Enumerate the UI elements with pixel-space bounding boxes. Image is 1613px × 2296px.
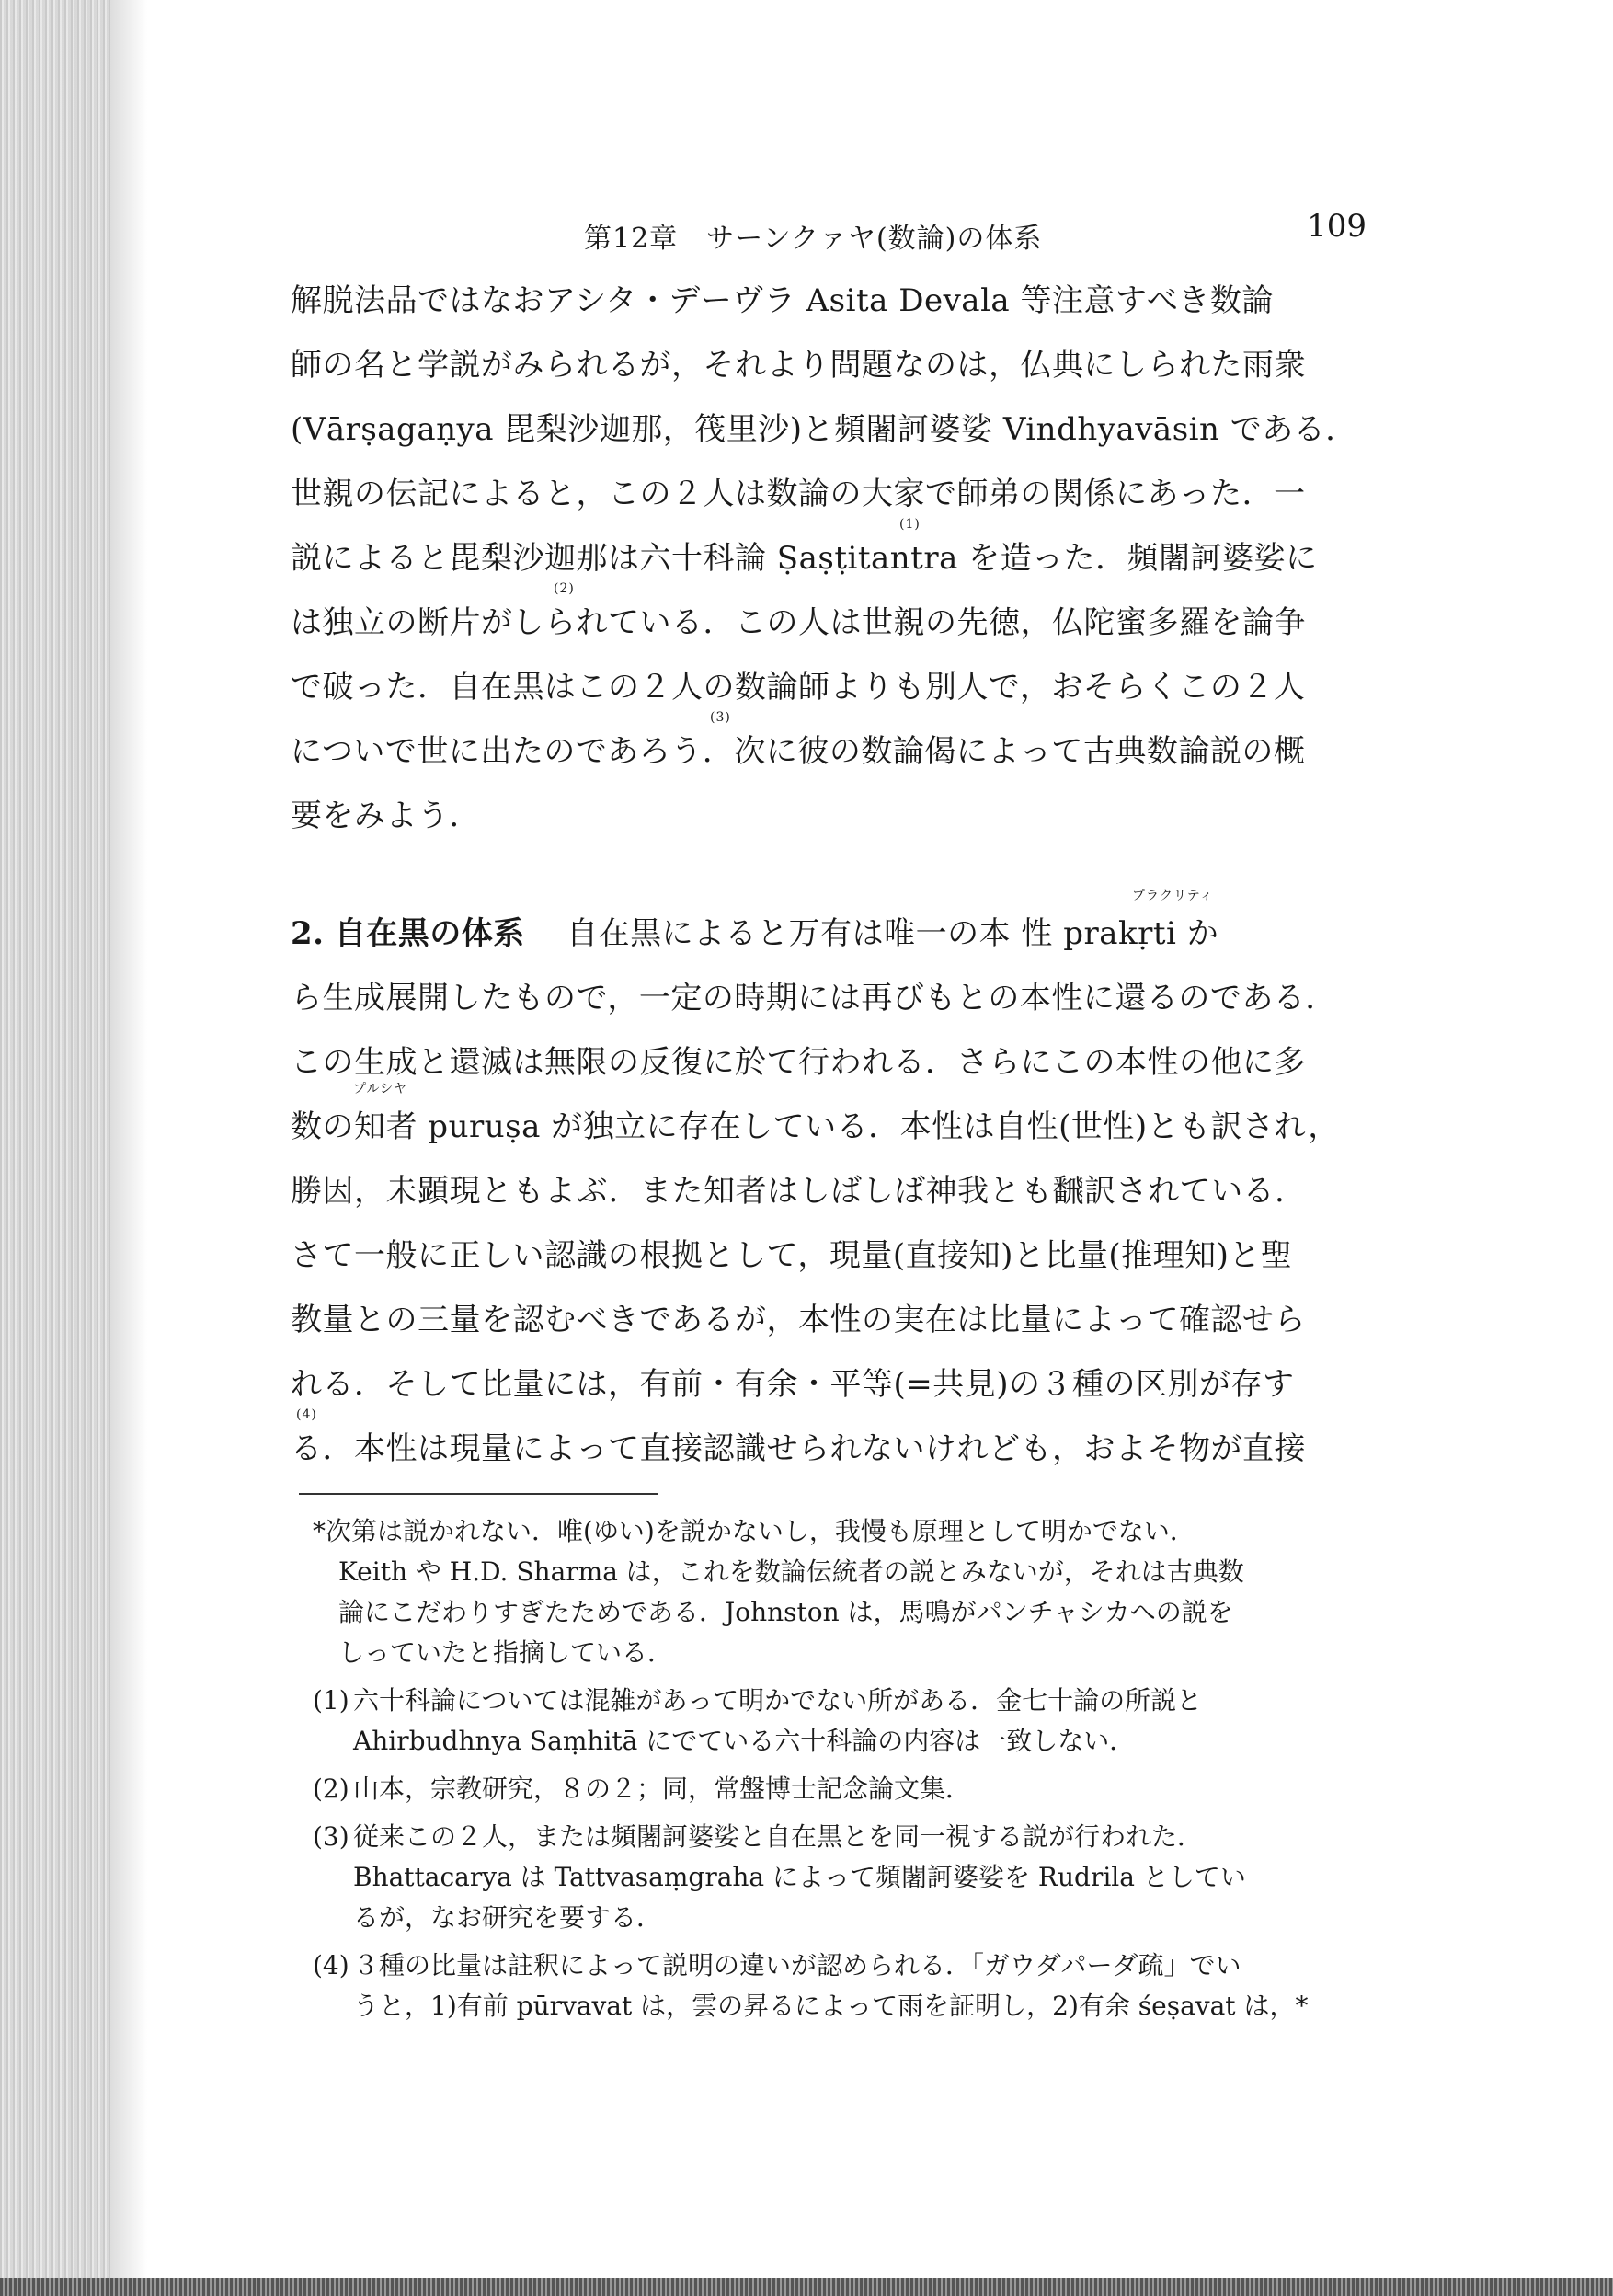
text-line [291, 710, 1390, 784]
text-line: 解脱法品ではなおアシタ・デーヴラ Asita Devala 等注意すべき数論 [291, 282, 1274, 319]
text-line: れる．そして比量には，有前・有余・平等(=共見)の３種の区別が存す [291, 1366, 1295, 1403]
text-line-content: る．本性は現量によって直接認識せられないけれども，およそ物が直接 [291, 1430, 1306, 1467]
text-line: さて一般に正しい認識の根拠として，現量(直接知)と比量(推理知)と聖 [291, 1237, 1293, 1274]
footnote-1 [313, 1681, 1389, 1762]
footnote-mark-4: (4) [296, 1407, 317, 1422]
footnote-line: 論にこだわりすぎたためである．Johnston は，馬鳴がパンチャシカへの説を [338, 1597, 1233, 1627]
text-line [291, 581, 1390, 655]
footnote-number: (3) [313, 1821, 349, 1852]
footnote-line [313, 1769, 1389, 1809]
section-heading-line [291, 889, 1390, 966]
footnote-mark-2: (2) [554, 581, 575, 596]
section-first-line: 自在黒によると万有は唯一の本 性 prakṛti か [566, 915, 1219, 952]
footnote-line: Ahirbudhnya Saṃhitā にでている六十科論の内容は一致しない． [353, 1726, 1136, 1756]
scan-shadow-gradient [110, 0, 147, 2296]
text-line: ら生成展開したもので，一定の時期には再びもとの本性に還るのである． [291, 980, 1337, 1016]
footnote-2 [313, 1769, 1389, 1809]
footnote-star [313, 1511, 1389, 1673]
text-line: 教量との三量を認むべきであるが，本性の実在は比量によって確認せら [291, 1302, 1306, 1338]
footnote-text: ３種の比量は註釈によって説明の違いが認められる．「ガウダパーダ疏」でい [353, 1950, 1241, 1980]
page-number: 109 [1307, 208, 1367, 245]
footnote-line: Bhattacarya は Tattvasaṃgraha によって頻闍訶婆娑を Rudrila としてい [353, 1862, 1246, 1892]
section-2 [291, 889, 1390, 1481]
text-line-content: についで世に出たのであろう．次に彼の数論偈によって古典数論説の概 [291, 733, 1306, 770]
footnote-4 [313, 1946, 1389, 2026]
footnote-line: るが，なお研究を要する． [353, 1902, 663, 1933]
text-line: 要をみよう． [291, 798, 481, 834]
footnote-text: 従来この２人，または頻闍訶婆娑と自在黒とを同一視する説が行われた． [353, 1821, 1204, 1852]
footnote-line [313, 1681, 1389, 1721]
footnote-mark-1: (1) [899, 517, 921, 532]
text-line: (Vārṣagaṇya 毘梨沙迦那，筏里沙)と頻闍訶婆娑 Vindhyavāsin である． [291, 411, 1357, 448]
text-line-content: 説によると毘梨沙迦那は六十科論 Ṣaṣṭitantra を造った．頻闍訶婆娑に [291, 540, 1318, 577]
paragraph-1 [291, 269, 1390, 848]
scan-shadow-left [0, 0, 110, 2296]
footnote-line: *次第は説かれない．唯(ゆい)を説かないし，我慢も原理として明かでない． [313, 1516, 1195, 1546]
footnote-mark-3: (3) [710, 710, 731, 725]
footnote-rule [299, 1493, 658, 1495]
text-line-content: 数の知者 puruṣa が独立に存在している．本性は自性(世性)とも訳され， [291, 1108, 1340, 1145]
section-title: 自在黒の体系 [334, 915, 525, 952]
footnote-text: 山本，宗教研究，８の２；同，常盤博士記念論文集． [353, 1774, 972, 1804]
text-line [291, 1407, 1390, 1481]
chapter-title: 第12章 サーンクァヤ(数論)の体系 [584, 223, 1043, 255]
footnote-line: しっていたと指摘している． [338, 1637, 674, 1668]
ruby-purusha: プルシヤ [353, 1082, 408, 1096]
text-line: 世親の伝記によると，この２人は数論の大家で師弟の関係にあった．一 [291, 476, 1306, 512]
footnote-text: 六十科論については混雑があって明かでない所がある．金七十論の所説と [353, 1685, 1203, 1716]
text-line: この生成と還滅は無限の反復に於て行われる．さらにこの本性の他に多 [291, 1044, 1306, 1081]
footnote-line: うと，1)有前 pūrvavat は，雲の昇るによって雨を証明し，2)有余 śeṣavat は，* [353, 1991, 1309, 2021]
footnotes [313, 1511, 1389, 2026]
ruby-prakriti: プラクリティ [1132, 889, 1214, 903]
footnote-line [313, 1817, 1389, 1857]
footnote-number: (2) [313, 1774, 349, 1804]
text-line: 勝因，未顕現ともよぶ．また知者はしばしば神我とも飜訳されている． [291, 1173, 1307, 1210]
footnote-line [313, 1946, 1389, 1986]
footnote-line: Keith や H.D. Sharma は，これを数論伝統者の説とみないが，それは古典数 [338, 1556, 1244, 1587]
text-line: 師の名と学説がみられるが，それより問題なのは，仏典にしられた雨衆 [291, 347, 1306, 384]
text-line: で破った．自在黒はこの２人の数論師よりも別人で，おそらくこの２人 [291, 669, 1306, 706]
footnote-3 [313, 1817, 1389, 1938]
footnote-number: (4) [313, 1950, 349, 1980]
scan-edge-bottom [0, 2278, 1613, 2296]
footnote-number: (1) [313, 1685, 349, 1716]
text-line [291, 1082, 1390, 1159]
section-number: 2. [291, 915, 325, 952]
text-line-content: は独立の断片がしられている．この人は世親の先徳，仏陀蜜多羅を論争 [291, 604, 1306, 641]
running-header [294, 208, 1367, 254]
text-line [291, 517, 1390, 591]
